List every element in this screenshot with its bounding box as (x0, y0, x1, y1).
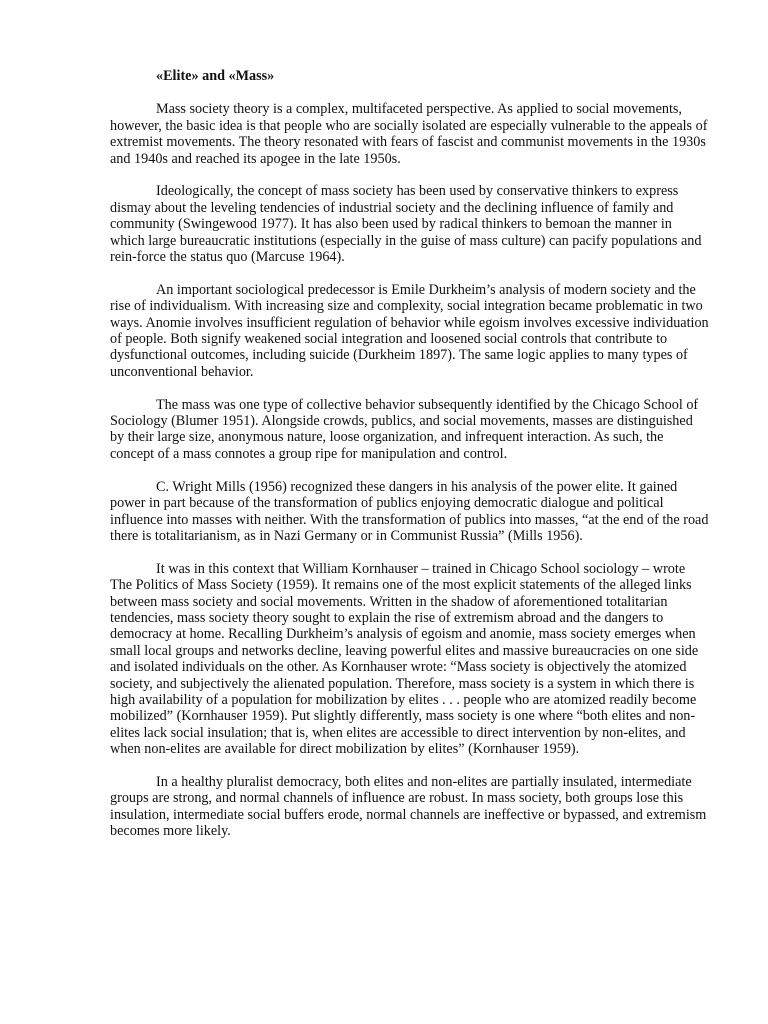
paragraph: C. Wright Mills (1956) recognized these dangers in his analysis of the power elite. It gained power in part because of the transformation of publics enjoying democratic dialogue and political influence into masses with neither. With the transformation of publics into masses, “at the end of the road there is totalitarianism, as in Nazi Germany or in Communist Russia” (Mills 1956). (110, 478, 709, 544)
document-title: «Elite» and «Mass» (156, 68, 275, 84)
paragraph: Ideologically, the concept of mass society has been used by conservative thinkers to express dismay about the leveling tendencies of industrial society and the declining influence of family and community (Swingewood 1977). It has also been used by radical thinkers to bemoan the manner in which large bureaucratic institutions (especially in the guise of mass culture) can pacify populations and rein-force the status quo (Marcuse 1964). (110, 183, 702, 266)
paragraph: An important sociological predecessor is Emile Durkheim’s analysis of modern society and the rise of individualism. With increasing size and complexity, social integration became problematic in two ways. Anomie involves insufficient regulation of behavior while egoism involves excessive individuation of people. Both signify weakened social integration and loosened social controls that contribute to dysfunctional outcomes, including suicide (Durkheim 1897). The same logic applies to many types of unconventional behavior. (110, 281, 709, 380)
paragraph: Mass society theory is a complex, multifaceted perspective. As applied to social movements, however, the basic idea is that people who are socially isolated are especially vulnerable to the appeals of extremist movements. The theory resonated with fears of fascist and communist movements in the 1930s and 1940s and reached its apogee in the late 1950s. (110, 101, 708, 167)
paragraph: The mass was one type of collective behavior subsequently identified by the Chicago School of Sociology (Blumer 1951). Alongside crowds, publics, and social movements, masses are distinguished by their large size, anonymous nature, loose organization, and infrequent interaction. As such, the concept of a mass connotes a group ripe for manipulation and control. (110, 396, 699, 462)
paragraph: It was in this context that William Kornhauser – trained in Chicago School sociology – wrote The Politics of Mass Society (1959). It remains one of the most explicit statements of the alleged links between mass society and social movements. Written in the shadow of aforementioned totalitarian tendencies, mass society theory sought to explain the rise of extremism abroad and the dangers to democracy at home. Recalling Durkheim’s analysis of egoism and anomie, mass society emerges when small local groups and networks decline, leaving powerful elites and massive bureaucracies on one side and isolated individuals on the other. As Kornhauser wrote: “Mass society is objectively the atomized society, and subjectively the alienated population. Therefore, mass society is a system in which there is high availability of a population for mobilization by elites . . . people who are atomized readily become mobilized” (Kornhauser 1959). Put slightly differently, mass society is one where “both elites and non-elites lack social insulation; that is, when elites are accessible to direct intervention by non-elites, and when non-elites are available for direct mobilization by elites” (Kornhauser 1959). (110, 560, 699, 758)
paragraph: In a healthy pluralist democracy, both elites and non-elites are partially insulated, intermediate groups are strong, and normal channels of influence are robust. In mass society, both groups lose this insulation, intermediate social buffers erode, normal channels are ineffective or bypassed, and extremism becomes more likely. (110, 773, 707, 840)
